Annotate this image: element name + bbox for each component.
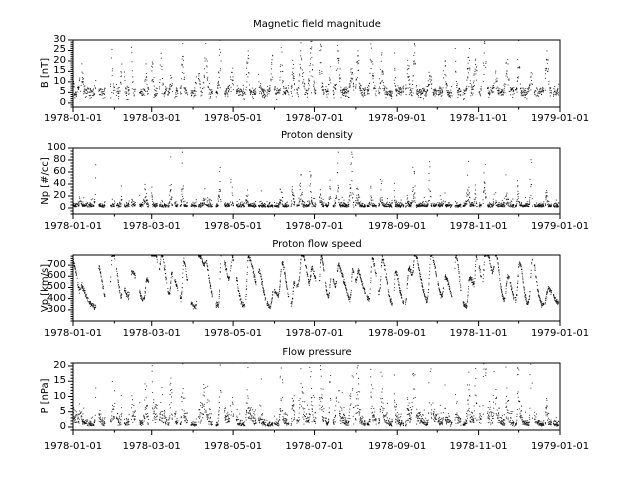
y-tick-label: 20	[53, 360, 66, 372]
x-tick-label: 1978-03-01	[122, 113, 181, 124]
x-tick-label: 1978-07-01	[285, 113, 344, 124]
y-tick-label: 5	[59, 405, 66, 417]
x-tick-label: 1978-09-01	[368, 328, 427, 339]
x-tick-label: 1978-01-01	[43, 441, 103, 452]
y-tick-label: 700	[46, 259, 66, 271]
x-tick-label: 1979-01-01	[530, 113, 590, 124]
x-tick-label: 1978-07-01	[285, 221, 344, 232]
y-tick-label: 15	[53, 65, 66, 77]
y-axis-label-vp: Vp [km/s]	[40, 263, 51, 313]
y-tick-label: 60	[53, 166, 66, 177]
x-tick-label: 1979-01-01	[530, 328, 590, 339]
x-tick-label: 1978-01-01	[43, 221, 103, 232]
y-tick-label: 600	[46, 270, 66, 282]
x-tick-label: 1978-05-01	[204, 441, 263, 452]
x-tick-label: 1978-09-01	[368, 113, 427, 124]
y-tick-label: 0	[59, 202, 66, 213]
panel-title-proton-flow-speed: Proton flow speed	[272, 239, 362, 250]
panel-title-flow-pressure: Flow pressure	[282, 347, 352, 358]
y-tick-label: 25	[53, 44, 66, 56]
y-tick-label: 100	[46, 142, 66, 153]
x-tick-label: 1978-03-01	[122, 441, 181, 452]
y-tick-label: 5	[59, 86, 66, 98]
x-tick-label: 1978-11-01	[449, 328, 508, 339]
x-tick-label: 1978-05-01	[204, 113, 263, 124]
y-tick-label: 400	[46, 292, 66, 304]
x-tick-label: 1978-11-01	[449, 221, 508, 232]
y-tick-label: 20	[53, 54, 66, 66]
x-tick-label: 1979-01-01	[530, 221, 590, 232]
x-tick-label: 1978-09-01	[368, 221, 427, 232]
x-tick-label: 1978-09-01	[368, 441, 427, 452]
y-tick-label: 10	[53, 390, 66, 402]
x-tick-label: 1978-01-01	[43, 113, 103, 124]
y-tick-label: 40	[53, 178, 66, 189]
x-tick-label: 1978-07-01	[285, 328, 344, 339]
y-axis-label-p: P [nPa]	[40, 378, 51, 414]
x-tick-label: 1978-03-01	[122, 221, 181, 232]
y-tick-label: 30	[53, 34, 66, 45]
x-tick-label: 1978-11-01	[449, 113, 508, 124]
y-tick-label: 15	[53, 375, 66, 387]
y-tick-label: 80	[53, 154, 66, 165]
y-tick-label: 0	[59, 420, 66, 432]
x-tick-label: 1978-05-01	[204, 221, 263, 232]
panel-title-magnetic-field: Magnetic field magnitude	[253, 19, 381, 30]
y-axis-label-b: B [nT]	[40, 57, 51, 89]
panel-title-proton-density: Proton density	[280, 130, 354, 141]
y-tick-label: 0	[59, 96, 66, 108]
y-tick-label: 300	[46, 303, 66, 315]
x-tick-label: 1978-07-01	[285, 441, 344, 452]
y-tick-label: 10	[53, 75, 66, 87]
x-tick-label: 1978-03-01	[122, 328, 181, 339]
x-tick-label: 1978-11-01	[449, 441, 508, 452]
x-tick-label: 1978-05-01	[204, 328, 263, 339]
x-tick-label: 1979-01-01	[530, 441, 590, 452]
y-tick-label: 500	[46, 281, 66, 293]
y-axis-label-np: Np [#/cc]	[40, 157, 51, 205]
x-tick-label: 1978-01-01	[43, 328, 103, 339]
y-tick-label: 20	[53, 190, 66, 201]
